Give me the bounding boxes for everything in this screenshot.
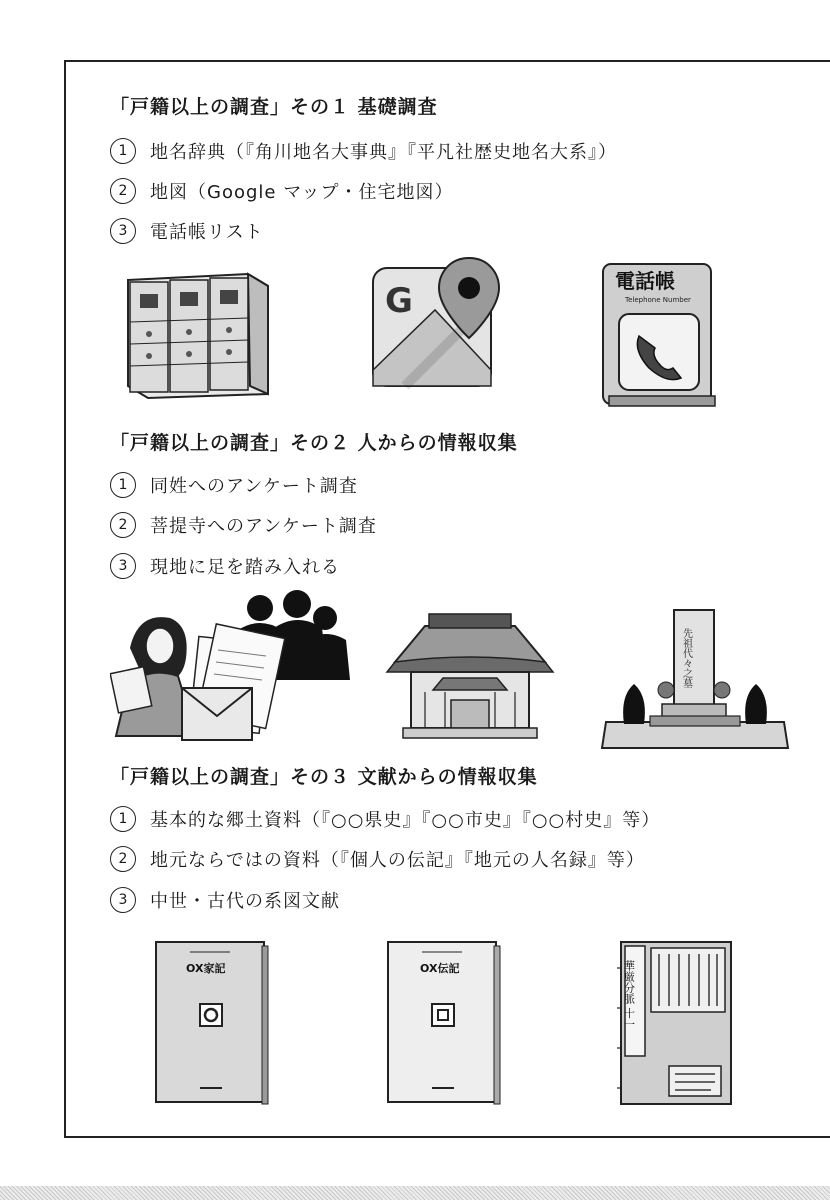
section-3-item-3 bbox=[110, 887, 340, 913]
section-1-item-3 bbox=[110, 218, 264, 244]
reader-icon bbox=[110, 590, 350, 750]
item-number: 2 bbox=[110, 512, 136, 538]
books-icon bbox=[118, 262, 273, 402]
book-icon bbox=[150, 938, 275, 1110]
section-2-item-3 bbox=[110, 553, 340, 579]
item-number: 3 bbox=[110, 218, 136, 244]
book-1-title: OX家記 bbox=[186, 962, 226, 975]
grave-icon bbox=[600, 604, 790, 752]
phonebook-icon bbox=[595, 258, 720, 410]
item-number: 1 bbox=[110, 806, 136, 832]
section-1-heading: 「戸籍以上の調査」その１ 基礎調査 bbox=[110, 96, 438, 118]
item-text: 地元ならではの資料（『個人の伝記』『地元の人名録』等） bbox=[150, 850, 645, 871]
item-text: 地図（Google マップ・住宅地図） bbox=[150, 182, 454, 203]
item-text: 現地に足を踏み入れる bbox=[150, 557, 340, 578]
item-text: 電話帳リスト bbox=[150, 222, 264, 243]
section-3-heading: 「戸籍以上の調査」その３ 文献からの情報収集 bbox=[110, 766, 538, 788]
item-text: 菩提寺へのアンケート調査 bbox=[150, 516, 377, 537]
item-number: 2 bbox=[110, 178, 136, 204]
section-1-item-1 bbox=[110, 138, 617, 164]
book-2-title: OX伝記 bbox=[420, 962, 460, 975]
scroll-book-icon bbox=[615, 938, 740, 1110]
book-icon-2 bbox=[382, 938, 507, 1110]
phonebook-subtitle: Telephone Number bbox=[625, 296, 691, 304]
item-text: 地名辞典（『角川地名大事典』『平凡社歴史地名大系』） bbox=[150, 142, 617, 163]
item-number: 1 bbox=[110, 138, 136, 164]
section-2-item-1 bbox=[110, 472, 358, 498]
section-2-item-2 bbox=[110, 512, 377, 538]
item-text: 基本的な郷土資料（『○○県史』『○○市史』『○○村史』等） bbox=[150, 810, 661, 831]
temple-icon bbox=[385, 604, 555, 744]
section-1-item-2 bbox=[110, 178, 453, 204]
phonebook-title: 電話帳 bbox=[615, 269, 675, 293]
tombstone-text: 先祖代々之墓 bbox=[680, 628, 692, 688]
svg-text:G: G bbox=[385, 281, 413, 321]
kaimyo-title: 華厳分脈 十一 bbox=[622, 960, 636, 1030]
item-number: 3 bbox=[110, 887, 136, 913]
section-2-heading: 「戸籍以上の調査」その２ 人からの情報収集 bbox=[110, 432, 518, 454]
item-number: 1 bbox=[110, 472, 136, 498]
map-pin-icon bbox=[365, 250, 505, 400]
bottom-tone-band bbox=[0, 1186, 830, 1200]
item-number: 2 bbox=[110, 846, 136, 872]
item-text: 同姓へのアンケート調査 bbox=[150, 476, 358, 497]
section-3-item-1 bbox=[110, 806, 660, 832]
section-3-item-2 bbox=[110, 846, 645, 872]
item-number: 3 bbox=[110, 553, 136, 579]
item-text: 中世・古代の系図文献 bbox=[150, 891, 340, 912]
